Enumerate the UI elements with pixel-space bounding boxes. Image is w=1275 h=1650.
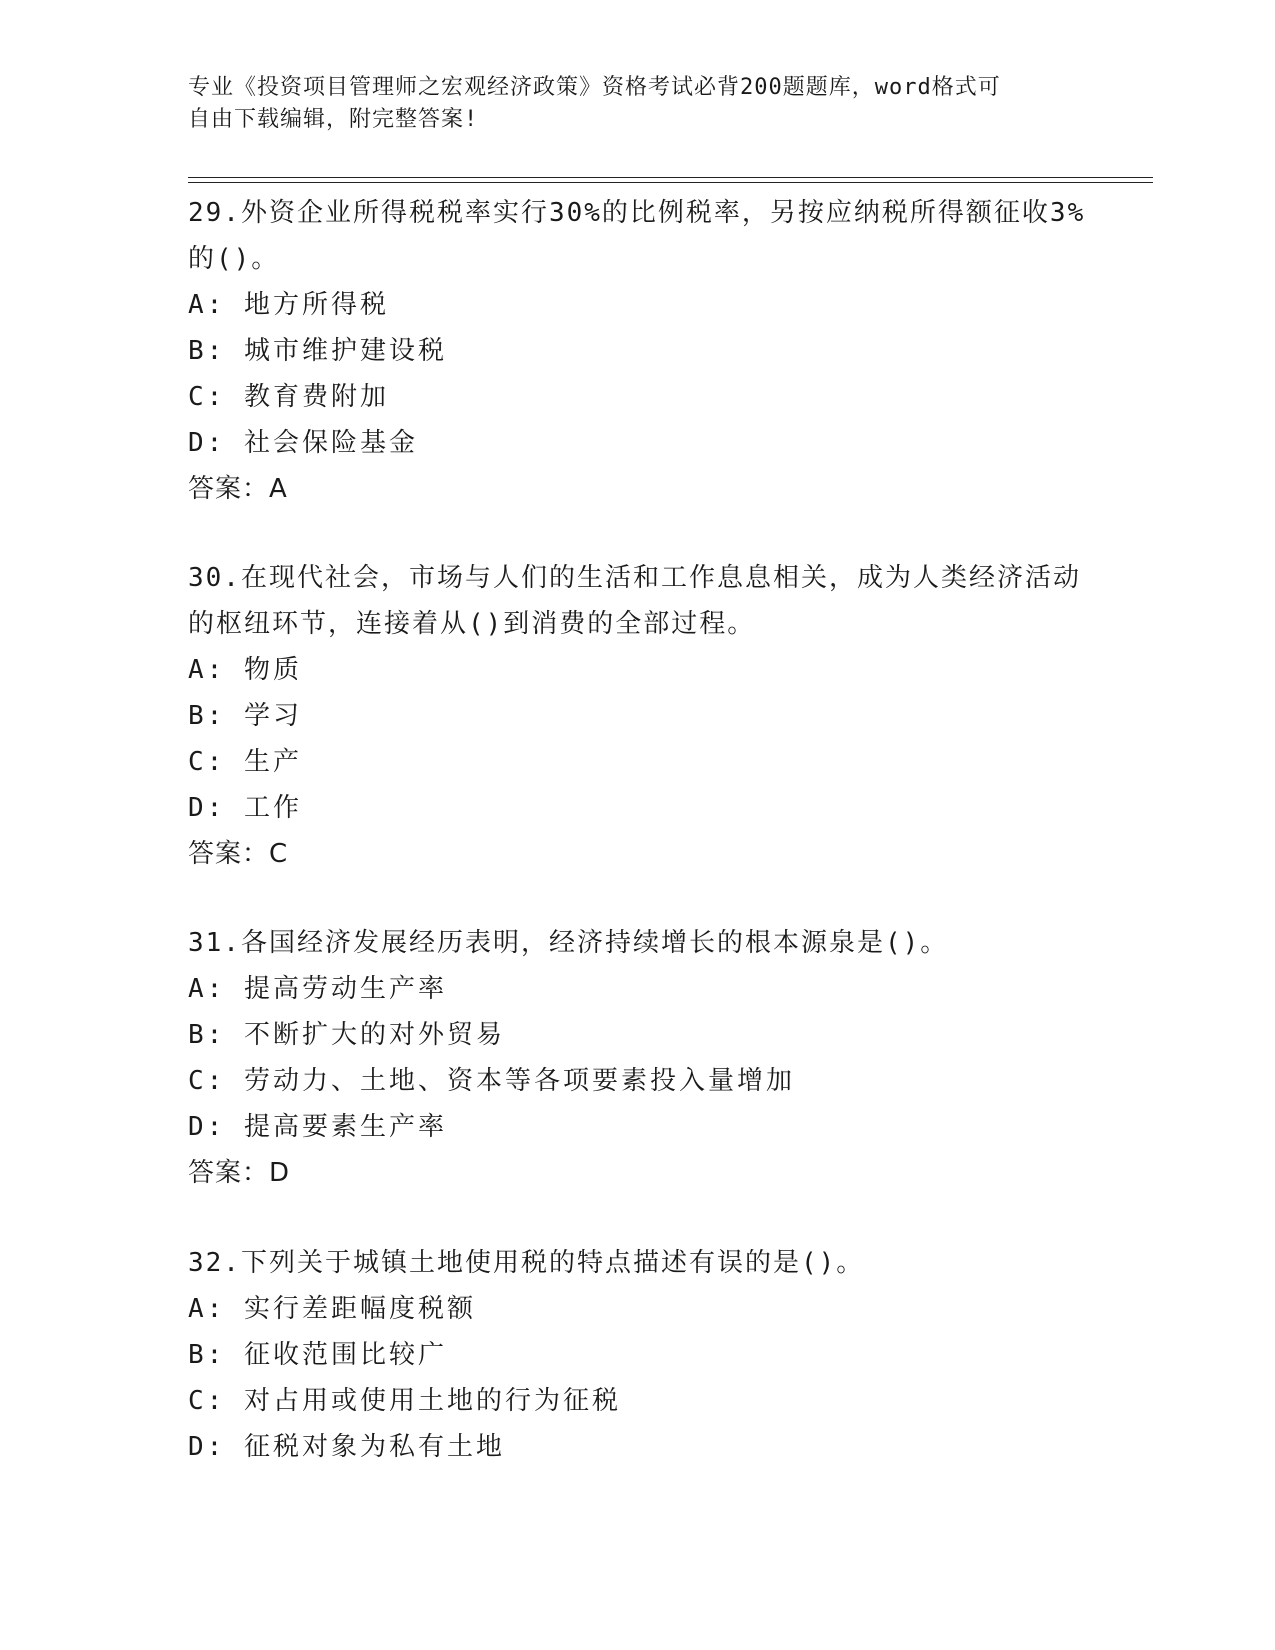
header-line-2: 自由下载编辑，附完整答案! [188,107,479,132]
answer: 答案：A [188,474,288,504]
option-d: D: 工作 [188,793,302,823]
question-30 [188,555,1088,877]
question-32 [188,1240,1088,1470]
option-a: A: 地方所得税 [188,290,389,320]
option-a: A: 提高劳动生产率 [188,974,447,1004]
option-d: D: 提高要素生产率 [188,1112,447,1142]
question-31 [188,920,1088,1196]
document-header [188,72,1068,136]
option-a: A: 实行差距幅度税额 [188,1294,476,1324]
answer: 答案：D [188,1158,291,1188]
option-c: C: 对占用或使用土地的行为征税 [188,1386,621,1416]
option-d: D: 社会保险基金 [188,428,418,458]
question-text: 30.在现代社会，市场与人们的生活和工作息息相关，成为人类经济活动的枢纽环节，连接着从()到消费的全部过程。 [188,563,1081,639]
option-c: C: 生产 [188,747,302,777]
header-line-1: 专业《投资项目管理师之宏观经济政策》资格考试必背200题题库，word格式可 [188,75,1001,100]
question-29 [188,190,1088,512]
question-text: 31.各国经济发展经历表明，经济持续增长的根本源泉是()。 [188,928,949,958]
header-divider-top [188,177,1153,178]
option-b: B: 不断扩大的对外贸易 [188,1020,505,1050]
question-text: 32.下列关于城镇土地使用税的特点描述有误的是()。 [188,1248,865,1278]
option-c: C: 教育费附加 [188,382,389,412]
answer: 答案：C [188,839,289,869]
option-d: D: 征税对象为私有土地 [188,1432,505,1462]
option-a: A: 物质 [188,655,302,685]
option-b: B: 城市维护建设税 [188,336,447,366]
header-divider-bottom [188,182,1153,183]
option-c: C: 劳动力、土地、资本等各项要素投入量增加 [188,1066,795,1096]
question-text: 29.外资企业所得税税率实行30%的比例税率，另按应纳税所得额征收3%的()。 [188,198,1086,274]
option-b: B: 学习 [188,701,302,731]
option-b: B: 征收范围比较广 [188,1340,447,1370]
